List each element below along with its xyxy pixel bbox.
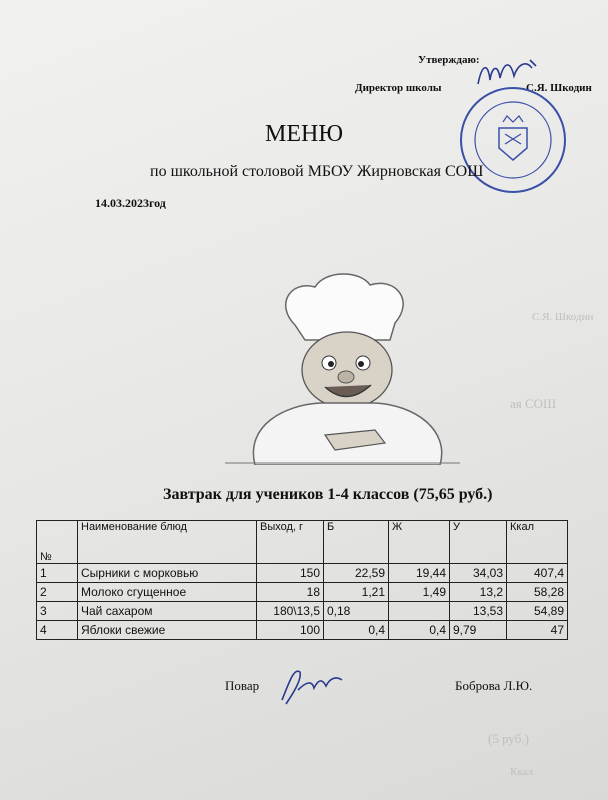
- cell-protein: 0,18: [324, 602, 389, 621]
- table-row: [37, 583, 568, 602]
- cell-dish: Молоко сгущенное: [78, 583, 257, 602]
- cell-kcal: 58,28: [507, 583, 568, 602]
- table-row: [37, 564, 568, 583]
- table-row: [37, 621, 568, 640]
- meal-title: Завтрак для учеников 1-4 классов (75,65 руб.): [163, 486, 493, 503]
- cell-number: 4: [37, 621, 78, 640]
- cell-fat: 0,4: [389, 621, 450, 640]
- header-kcal: Ккал: [507, 521, 568, 564]
- menu-table: [36, 520, 568, 640]
- director-label: Директор школы: [355, 82, 442, 94]
- cell-carbs: 9,79: [450, 621, 507, 640]
- cook-signature: [272, 660, 352, 710]
- cell-dish: Чай сахаром: [78, 602, 257, 621]
- cell-fat: 1,49: [389, 583, 450, 602]
- cell-kcal: 407,4: [507, 564, 568, 583]
- cell-portion: 100: [257, 621, 324, 640]
- cell-fat: [389, 602, 450, 621]
- table-header-row: [37, 521, 568, 564]
- cell-protein: 22,59: [324, 564, 389, 583]
- header-number: №: [37, 521, 78, 564]
- header-fat: Ж: [389, 521, 450, 564]
- bleed-through-text: (5 руб.): [488, 731, 529, 746]
- cell-number: 1: [37, 564, 78, 583]
- bleed-through-text: Ккал: [510, 766, 533, 778]
- cell-kcal: 54,89: [507, 602, 568, 621]
- page-subtitle: по школьной столовой МБОУ Жирновская СОШ: [150, 163, 484, 180]
- director-name: С.Я. Шкодин: [526, 82, 592, 94]
- bleed-through-text: С.Я. Шкодин: [532, 311, 594, 323]
- header-protein: Б: [324, 521, 389, 564]
- cell-dish: Яблоки свежие: [78, 621, 257, 640]
- cell-carbs: 34,03: [450, 564, 507, 583]
- header-portion: Выход, г: [257, 521, 324, 564]
- cell-portion: 180\13,5: [257, 602, 324, 621]
- header-dish: Наименование блюд: [78, 521, 257, 564]
- cook-label: Повар: [225, 678, 260, 693]
- cell-number: 3: [37, 602, 78, 621]
- bleed-through-text: ая СОШ: [510, 396, 557, 411]
- table-row: [37, 602, 568, 621]
- page-title: МЕНЮ: [265, 121, 343, 147]
- cell-fat: 19,44: [389, 564, 450, 583]
- cell-number: 2: [37, 583, 78, 602]
- approve-label: Утверждаю:: [418, 54, 480, 66]
- chef-illustration: [225, 265, 460, 465]
- cell-protein: 1,21: [324, 583, 389, 602]
- cell-portion: 18: [257, 583, 324, 602]
- cell-kcal: 47: [507, 621, 568, 640]
- menu-date: 14.03.2023год: [95, 196, 166, 210]
- cell-portion: 150: [257, 564, 324, 583]
- header-carbs: У: [450, 521, 507, 564]
- cell-dish: Сырники с морковью: [78, 564, 257, 583]
- cell-protein: 0,4: [324, 621, 389, 640]
- cell-carbs: 13,53: [450, 602, 507, 621]
- cell-carbs: 13,2: [450, 583, 507, 602]
- cook-name: Боброва Л.Ю.: [455, 678, 533, 693]
